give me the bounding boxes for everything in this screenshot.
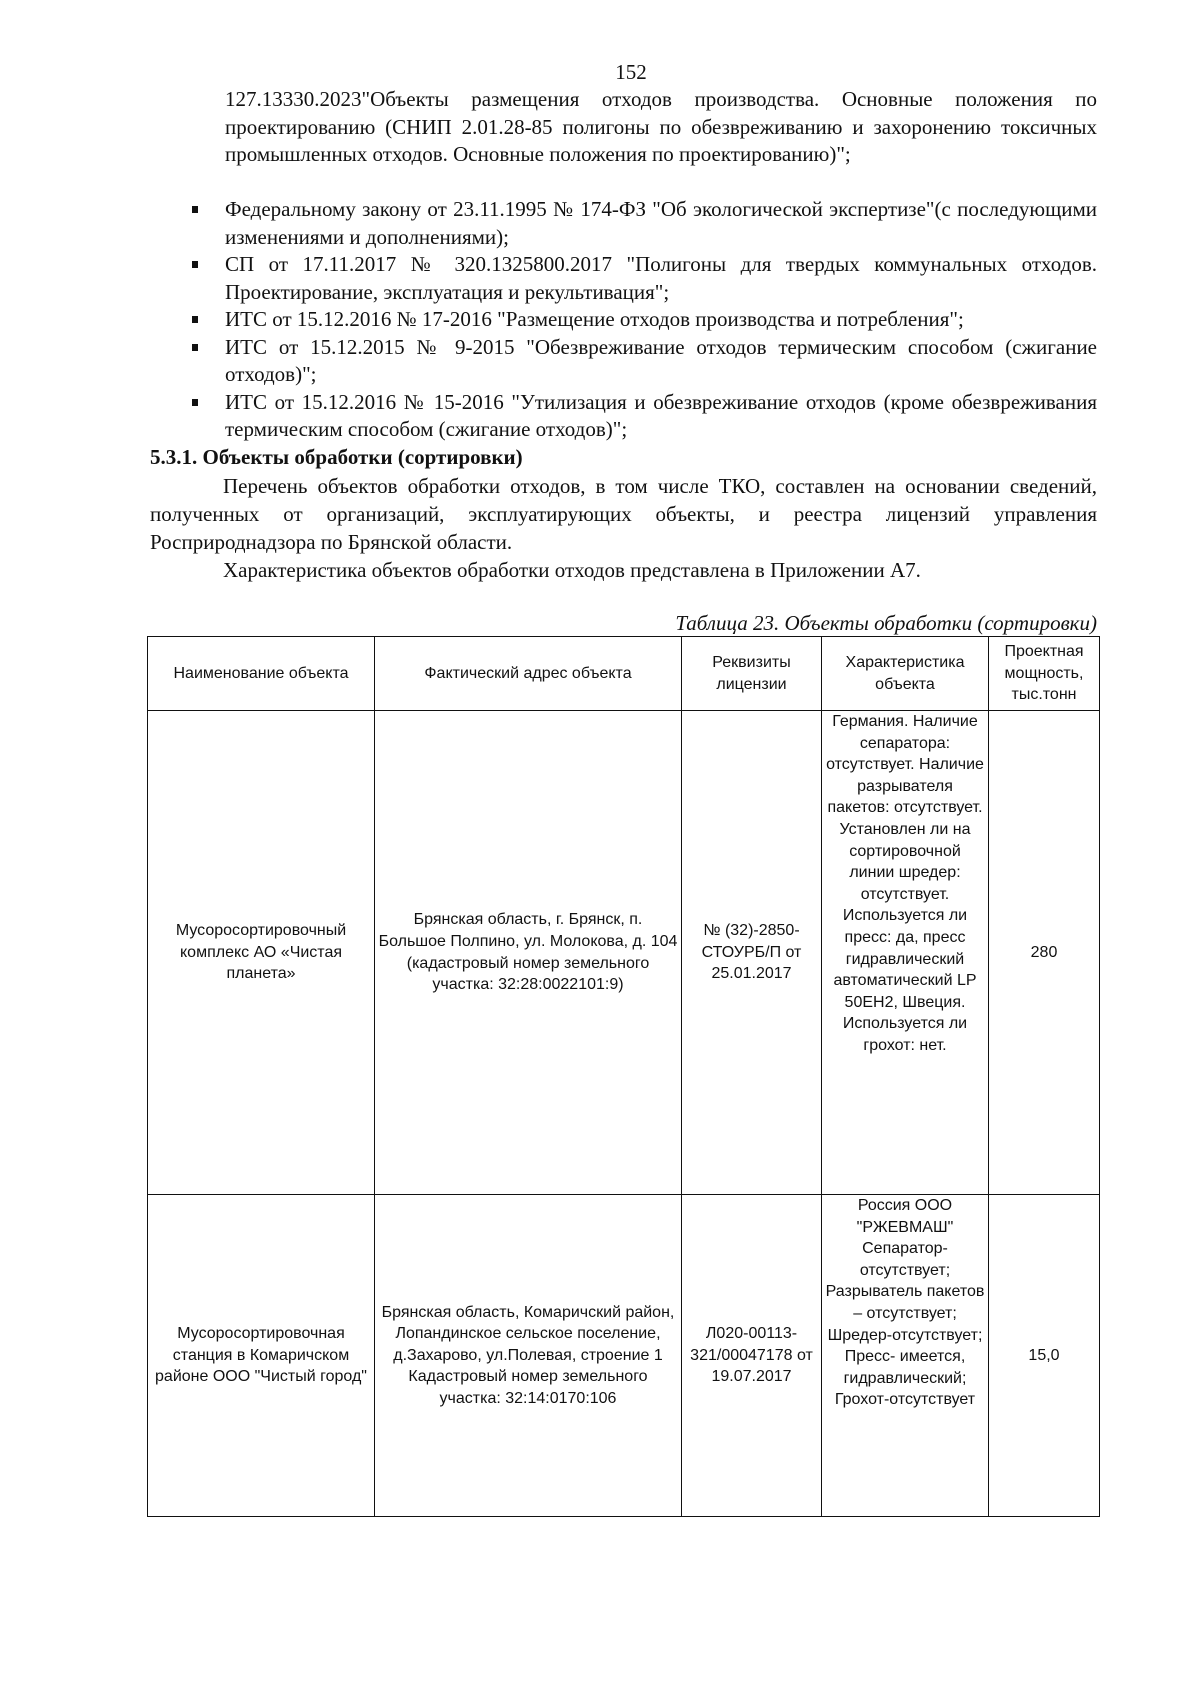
cell-address: Брянская область, Комаричский район, Лопандинское сельское поселение, д.Захарово, ул.Полевая, строение 1 Кадастровый номер земельного участка: 32:14:0170:106 — [375, 1195, 682, 1517]
cell-address: Брянская область, г. Брянск, п. Большое Полпино, ул. Молокова, д. 104 (кадастровый номер земельного участка: 32:28:0022101:9) — [375, 711, 682, 1195]
header-address: Фактический адрес объекта — [375, 637, 682, 711]
cell-name: Мусоросортировочный комплекс АО «Чистая планета» — [148, 711, 375, 1195]
cell-characteristics: Россия ООО "РЖЕВМАШ" Сепаратор-отсутствует; Разрыватель пакетов – отсутствует; Шредер-отсутствует; Пресс- имеется, гидравлический; Грохот-отсутствует — [822, 1195, 989, 1517]
regulation-list — [192, 196, 1097, 444]
bullet-icon — [192, 261, 198, 268]
list-item — [192, 251, 1097, 306]
header-characteristics: Характеристика объекта — [822, 637, 989, 711]
table-row — [148, 711, 1100, 1195]
section-heading: 5.3.1. Объекты обработки (сортировки) — [150, 445, 523, 469]
continuation-text: 127.13330.2023"Объекты размещения отходов производства. Основные положения по проектированию (СНИП 2.01.28-85 полигоны по обезвреживанию и захоронению токсичных промышленных отходов. Основные положения по проектированию)"; — [225, 87, 1097, 166]
bullet-icon — [192, 206, 198, 213]
section-paragraph-appendix: Характеристика объектов обработки отходов представлена в Приложении А7. — [223, 558, 921, 582]
list-item — [192, 196, 1097, 251]
list-item — [192, 389, 1097, 444]
page-number: 152 — [615, 60, 647, 84]
list-item-text: ИТС от 15.12.2016 № 17-2016 "Размещение отходов производства и потребления"; — [225, 307, 964, 331]
bullet-icon — [192, 399, 198, 406]
list-item — [192, 306, 1097, 334]
cell-characteristics: Германия. Наличие сепаратора: отсутствует. Наличие разрывателя пакетов: отсутствует. Установлен ли на сортировочной линии шредер: отсутствует. Используется ли пресс: да, пресс гидравлический автоматический LP 50EH2, Швеция. Используется ли грохот: нет. — [822, 711, 989, 1195]
list-item-text: Федеральному закону от 23.11.1995 № 174-ФЗ "Об экологической экспертизе"(с последующими изменениями и дополнениями); — [225, 197, 1097, 249]
header-name: Наименование объекта — [148, 637, 375, 711]
table-row — [148, 1195, 1100, 1517]
header-capacity: Проектная мощность, тыс.тонн — [989, 637, 1100, 711]
list-item-text: ИТС от 15.12.2016 № 15-2016 "Утилизация и обезвреживание отходов (кроме обезвреживания термическим способом (сжигание отходов)"; — [225, 389, 1097, 441]
cell-license: Л020-00113-321/00047178 от 19.07.2017 — [682, 1195, 822, 1517]
sorting-facilities-table — [147, 636, 1100, 1517]
table-caption: Таблица 23. Объекты обработки (сортировки) — [675, 611, 1097, 635]
list-item — [192, 334, 1097, 389]
cell-capacity: 280 — [989, 711, 1100, 1195]
cell-license: № (32)-2850-СТОУРБ/П от 25.01.2017 — [682, 711, 822, 1195]
table-header-row — [148, 637, 1100, 711]
section-paragraph-sources: Перечень объектов обработки отходов, в том числе ТКО, составлен на основании сведений, полученных от организаций, эксплуатирующих объекты, и реестра лицензий управления Росприроднадзора по Брянской области. — [150, 474, 1097, 554]
header-license: Реквизиты лицензии — [682, 637, 822, 711]
list-item-text: СП от 17.11.2017 № 320.1325800.2017 "Полигоны для твердых коммунальных отходов. Проектирование, эксплуатация и рекультивация"; — [225, 252, 1097, 304]
cell-name: Мусоросортировочная станция в Комаричском районе ООО "Чистый город" — [148, 1195, 375, 1517]
bullet-icon — [192, 344, 198, 351]
cell-capacity: 15,0 — [989, 1195, 1100, 1517]
list-item-text: ИТС от 15.12.2015 № 9-2015 "Обезвреживание отходов термическим способом (сжигание отходов)"; — [225, 334, 1097, 386]
bullet-icon — [192, 316, 198, 323]
